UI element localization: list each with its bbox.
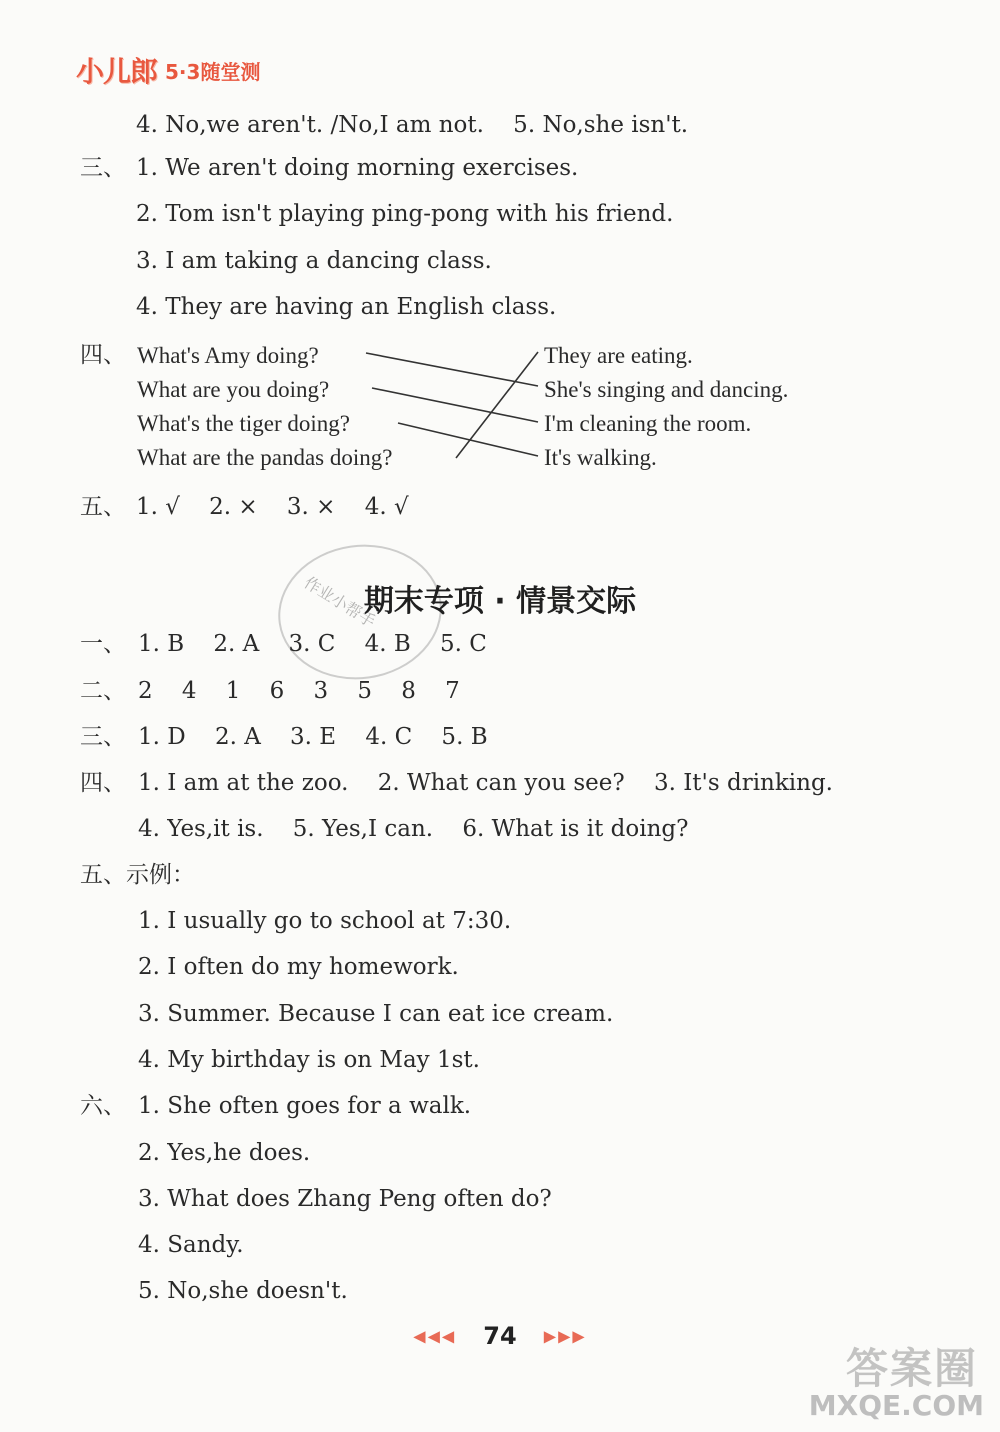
matching-lines <box>0 0 1000 520</box>
page-number: 74 <box>483 1322 517 1350</box>
section-marker: 三、 <box>80 155 126 181</box>
section-marker: 一、 <box>80 631 126 657</box>
match-question: What are the pandas doing? <box>137 445 393 470</box>
answer-line: 1. B 2. A 3. C 4. B 5. C <box>138 631 487 657</box>
answer-line: 2. Tom isn't playing ping-pong with his friend. <box>136 201 674 227</box>
section-marker: 三、 <box>80 724 126 750</box>
match-line <box>398 423 538 456</box>
section-marker: 五、 <box>80 494 126 520</box>
match-line <box>456 352 538 458</box>
answer-line: 3. I am taking a dancing class. <box>136 248 492 274</box>
match-answer: I'm cleaning the room. <box>544 411 752 436</box>
stamp-text: 作业小帮手 <box>300 572 379 632</box>
answer-line: 1. She often goes for a walk. <box>138 1093 472 1119</box>
answer-line: 2. Yes,he does. <box>138 1140 311 1166</box>
match-answer: It's walking. <box>544 445 657 470</box>
answer-line: 4. They are having an English class. <box>136 294 557 320</box>
answer-line: 1. We aren't doing morning exercises. <box>136 155 579 181</box>
match-question: What are you doing? <box>137 377 330 402</box>
watermark <box>808 1336 988 1426</box>
answer-line: 3. Summer. Because I can eat ice cream. <box>138 1001 614 1027</box>
brand-logo: 小儿郎 <box>76 55 158 88</box>
match-answer: They are eating. <box>544 343 693 368</box>
answer-line: 2. I often do my homework. <box>138 954 459 980</box>
match-question: What's the tiger doing? <box>137 411 350 436</box>
section-marker: 四、 <box>80 770 126 796</box>
match-answer: She's singing and dancing. <box>544 377 789 402</box>
answer-line: 1. I am at the zoo. 2. What can you see? 3. It's drinking. <box>138 770 833 796</box>
answer-line: 1. I usually go to school at 7:30. <box>138 908 512 934</box>
match-line <box>372 388 538 422</box>
right-arrows-icon: ▶▶▶ <box>543 1326 587 1346</box>
watermark-bottom: MXQE.COM <box>808 1389 984 1422</box>
section-marker: 四、 <box>80 342 126 368</box>
answer-line: 5. No,she doesn't. <box>138 1278 348 1304</box>
answer-line: 2 4 1 6 3 5 8 7 <box>138 678 460 704</box>
answer-line: 3. What does Zhang Peng often do? <box>138 1186 552 1212</box>
section-marker: 五、示例： <box>80 862 195 888</box>
match-line <box>366 353 538 386</box>
section-marker: 二、 <box>80 678 126 704</box>
watermark-top: 答案圈 <box>845 1344 978 1393</box>
answer-line: 1. √ 2. × 3. × 4. √ <box>136 494 409 520</box>
answer-line: 1. D 2. A 3. E 4. C 5. B <box>138 724 488 750</box>
brand-series: 5·3随堂测 <box>165 59 261 84</box>
answer-line: 4. My birthday is on May 1st. <box>138 1047 480 1073</box>
match-question: What's Amy doing? <box>137 343 319 368</box>
answer-line: 4. Sandy. <box>138 1232 244 1258</box>
section-title: 期末专项 · 情景交际 <box>363 584 637 619</box>
left-arrows-icon: ◀◀◀ <box>413 1326 457 1346</box>
section-marker: 六、 <box>80 1093 126 1119</box>
answer-line: 4. No,we aren't. /No,I am not. 5. No,she isn't. <box>136 112 689 138</box>
answer-line: 4. Yes,it is. 5. Yes,I can. 6. What is it doing? <box>138 816 689 842</box>
